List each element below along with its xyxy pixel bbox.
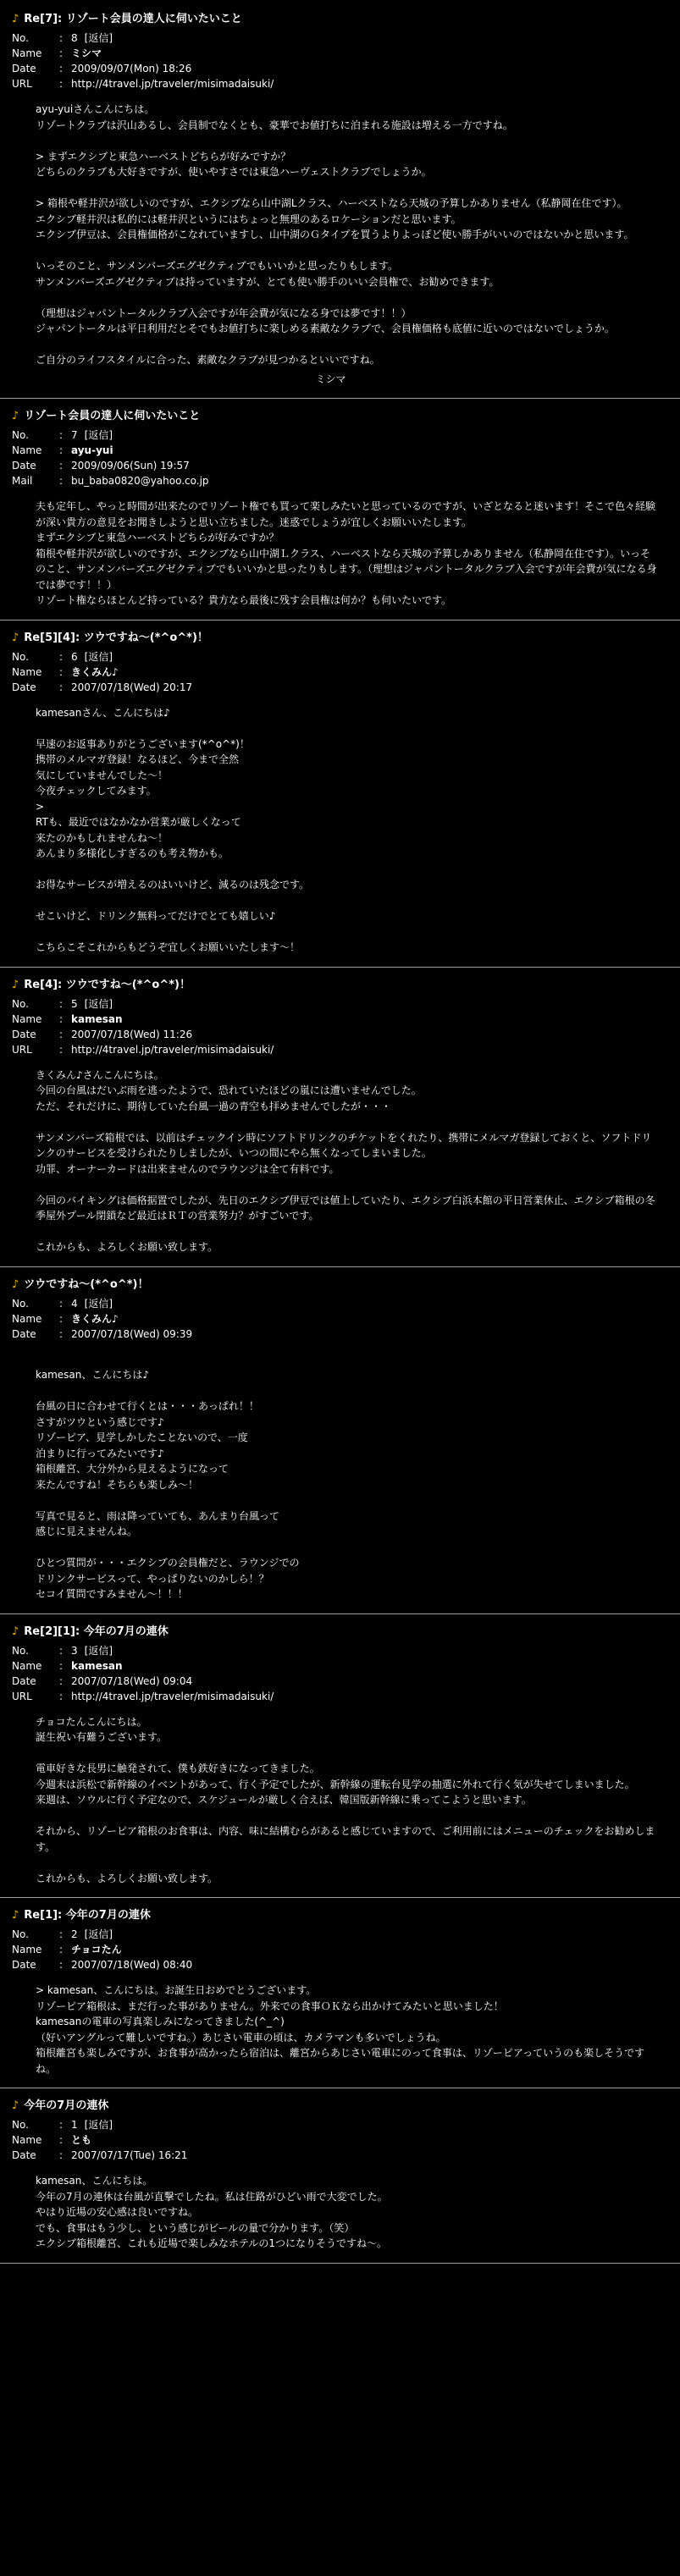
meta-label: Date	[12, 1959, 36, 1971]
post-body-line: kamesan、こんにちは♪	[36, 1369, 150, 1381]
post-body-line	[36, 1383, 660, 1399]
post-body-line: お得なサービスが増えるのはいいけど、減るのは残念です。	[36, 879, 310, 891]
post-date: 2007/07/18(Wed) 08:40	[71, 1959, 193, 1971]
post-url-row	[12, 1689, 668, 1704]
post-title	[12, 10, 668, 29]
post-body-line: 箱根や軽井沢が欲しいのですが、エクシブなら山中湖Ｌクラス、ハーベストなら天城の予算しかありません（私静岡在住です）。いっそのこと、サンメンバーズエグゼクティブでもいいかと思ったりもします。（理想はジャパントータルクラブ入会ですが年会費が気になる身では夢です！！）	[36, 547, 657, 591]
reply-link[interactable]: [返信]	[84, 997, 113, 1010]
post-date-row	[12, 2148, 668, 2163]
meta-colon: :	[59, 1690, 64, 1702]
bbs-post	[12, 1906, 668, 2088]
post-body-line: 今回の台風はだいぶ雨を逃ったようで、恐れていたほどの嵐には遭いませんでした。	[36, 1084, 422, 1096]
bbs-post	[12, 10, 668, 399]
post-author: きくみん♪	[71, 1312, 119, 1325]
meta-label: URL	[12, 78, 32, 90]
post-body-line: 写真で見ると、雨は降っていても、あんまり台風って	[36, 1509, 280, 1522]
post-body-line: リゾートクラブは沢山あるし、会員制でなくとも、豪華でお値打ちに泊まれる施設は増える一方ですね。	[36, 119, 513, 131]
meta-colon: :	[59, 997, 64, 1010]
post-body-line: 気にしていませんでした〜！	[36, 769, 169, 781]
post-title	[12, 2097, 668, 2115]
post-number-row	[12, 996, 668, 1012]
post-date-row	[12, 1957, 668, 1972]
meta-label: Date	[12, 1327, 36, 1340]
post-signature: ミシマ	[315, 372, 346, 385]
post-number: 8	[71, 32, 78, 44]
post-author-row	[12, 665, 668, 680]
reply-link[interactable]: [返信]	[84, 1644, 113, 1657]
music-note-icon: ♪	[12, 2099, 19, 2112]
post-number-row	[12, 1927, 668, 1942]
post-author-row	[12, 1012, 668, 1027]
post-date: 2009/09/07(Mon) 18:26	[71, 63, 192, 74]
bbs-post	[12, 976, 668, 1267]
post-body-line: 今夜チェックしてみます。	[36, 785, 157, 797]
post-body-line: エクシブ伊豆は、会員権価格がこなれていますし、山中湖のＧタイプを買うよりよっぽど使い勝手がいいのではないかと思います。	[36, 229, 634, 240]
post-body-line	[36, 924, 660, 940]
meta-label: No.	[12, 1644, 29, 1657]
post-body-line	[36, 180, 660, 196]
post-body-line	[36, 862, 660, 878]
meta-label: No.	[12, 429, 29, 441]
post-body	[12, 2163, 668, 2252]
post-body-line: でも、食事はもう少し、という感じがビールの量で分かります。（笑）	[36, 2221, 355, 2234]
meta-colon: :	[59, 2134, 64, 2146]
post-body-line: エクシブ箱根離宮、これも近場で楽しみなホテルの1つになりそうですね〜。	[36, 2237, 388, 2249]
bbs-post	[12, 2097, 668, 2264]
post-body-line: > 箱根や軽井沢が欲しいのですが、エクシブなら山中湖Lクラス、ハーベストなら天城の予算しかありません（私静岡在住です）。	[36, 197, 627, 209]
post-body-line	[36, 1177, 660, 1193]
post-number: 6	[71, 650, 78, 663]
meta-label: No.	[12, 1297, 29, 1310]
post-body-line: 来週は、ソウルに行く予定なので、スケジュールが厳しく合えば、韓国版新幹線に乗ってこようと思います。	[36, 1794, 532, 1806]
post-title-text: Re[7]: リゾート会員の達人に伺いたいこと	[24, 13, 242, 25]
post-body	[12, 1057, 668, 1255]
post-body-line: ジャパントータルは平日利用だとそでもお値打ちに楽しめる素敵なクラブで、会員権価格も底値に近いのではないでしょうか。	[36, 323, 615, 334]
post-url-link[interactable]: http://4travel.jp/traveler/misimadaisuki/	[71, 1043, 274, 1056]
post-title	[12, 1906, 668, 1925]
post-body-line: チョコたんこんにちは。	[36, 1715, 147, 1728]
post-number-row	[12, 427, 668, 443]
post-body-line: ご自分のライフスタイルに合った、素敵なクラブが見つかるといいですね。	[36, 354, 380, 366]
post-body-line	[36, 133, 660, 149]
post-body-line: 今回のバイキングは価格据置でしたが、先日のエクシブ伊豆では値上していたり、エクシブ白浜本館の平日営業休止、エクシブ箱根の冬季屋外プール閉鎖など最近はＲＴの営業努力？がすごいです。	[36, 1194, 655, 1222]
post-date: 2007/07/18(Wed) 20:17	[71, 681, 193, 693]
meta-label: Name	[12, 2134, 42, 2146]
post-body-line	[36, 337, 660, 353]
meta-colon: :	[59, 1944, 64, 1955]
post-body	[12, 1342, 668, 1602]
post-title-text: 今年の7月の連休	[24, 2099, 109, 2112]
post-author: とも	[71, 2134, 92, 2146]
meta-label: Date	[12, 63, 36, 74]
post-date-row	[12, 61, 668, 76]
meta-label: Date	[12, 2149, 36, 2161]
post-body-line: いっそのこと、サンメンバーズエグゼクティブでもいいかと思ったりもします。	[36, 260, 399, 272]
post-body-line	[36, 1746, 660, 1762]
post-body-line: サンメンバーズ箱根では、以前はチェックイン時にソフトドリンクのチケットをくれたり、携帯にメルマガ登録しておくと、ソフトドリンクのサービスを受けられたりしましたが、いつの間にやら無くなってしまいました。	[36, 1131, 652, 1159]
post-body-line	[36, 1808, 660, 1824]
post-body-line: kamesan、こんにちは。	[36, 2175, 153, 2187]
post-date: 2007/07/18(Wed) 11:26	[71, 1028, 193, 1040]
meta-colon: :	[59, 1644, 64, 1657]
meta-label: Date	[12, 1674, 36, 1687]
post-body-line: 誕生祝い有難うございます。	[36, 1731, 168, 1743]
post-date-row	[12, 1327, 668, 1342]
meta-colon: :	[59, 78, 64, 90]
post-body-line	[36, 720, 660, 736]
meta-colon: :	[59, 1327, 64, 1340]
post-body-line	[36, 290, 660, 306]
post-number-row	[12, 2117, 668, 2132]
post-body-line: どちらのクラブも大好きですが、使いやすさでは東急ハーヴェストクラブでしょうか。	[36, 166, 432, 178]
post-body-line: やはり近場の安心感は良いですね。	[36, 2206, 199, 2218]
meta-label: URL	[12, 1043, 32, 1056]
post-title-text: Re[2][1]: 今年の7月の連休	[24, 1624, 169, 1638]
meta-label: No.	[12, 650, 29, 663]
post-body-line: ひとつ質問が・・・エクシブの会員権だと、ラウンジでの	[36, 1557, 300, 1569]
meta-colon: :	[59, 1297, 64, 1310]
meta-colon: :	[59, 1028, 64, 1040]
post-title	[12, 629, 668, 648]
post-number-row	[12, 30, 668, 46]
music-note-icon: ♪	[12, 1624, 19, 1638]
post-body-line: 台風の日に合わせて行くとは・・・あっぱれ！！	[36, 1400, 259, 1412]
post-body-line: ドリンクサービスって、やっぱりないのかしら！？	[36, 1572, 269, 1585]
post-author-row	[12, 1658, 668, 1674]
music-note-icon: ♪	[12, 631, 19, 644]
post-date-row	[12, 458, 668, 473]
meta-label: URL	[12, 1690, 32, 1702]
post-body-line: 来たのかもしれませんね〜！	[36, 831, 169, 844]
post-body-line: きくみん♪さんこんにちは。	[36, 1068, 164, 1081]
post-body-line: セコイ質問ですみません〜！！！	[36, 1588, 188, 1600]
post-date: 2007/07/18(Wed) 09:04	[71, 1674, 193, 1687]
post-mail-link[interactable]: bu_baba0820@yahoo.co.jp	[71, 475, 209, 487]
post-body-line	[36, 1224, 660, 1240]
meta-label: Mail	[12, 475, 33, 487]
meta-colon: :	[59, 444, 64, 456]
post-body-line	[36, 1855, 660, 1871]
post-body-line	[36, 893, 660, 909]
post-body-line: kamesanさん、こんにちは♪	[36, 706, 170, 719]
post-author: kamesan	[71, 1012, 123, 1025]
reply-link[interactable]: [返信]	[84, 2119, 113, 2131]
reply-link[interactable]: [返信]	[84, 1297, 113, 1310]
post-body	[12, 488, 668, 609]
post-title	[12, 407, 668, 426]
reply-link[interactable]: [返信]	[84, 650, 113, 663]
post-number: 5	[71, 997, 78, 1010]
post-date-row	[12, 1027, 668, 1042]
bbs-post	[12, 407, 668, 621]
meta-label: No.	[12, 32, 29, 44]
meta-colon: :	[59, 1012, 64, 1025]
post-url-link[interactable]: http://4travel.jp/traveler/misimadaisuki/	[71, 78, 274, 90]
post-author-row	[12, 2132, 668, 2148]
meta-label: Name	[12, 47, 42, 59]
post-number: 2	[71, 1928, 78, 1940]
post-author: ミシマ	[71, 47, 102, 59]
post-body-line	[36, 243, 660, 259]
post-body-line	[36, 1492, 660, 1509]
post-body-line: ayu-yuiさんこんにちは。	[36, 103, 155, 115]
meta-colon: :	[59, 460, 64, 472]
post-url-row	[12, 1042, 668, 1057]
post-number: 1	[71, 2119, 78, 2131]
music-note-icon: ♪	[12, 13, 19, 25]
bbs-post	[12, 1276, 668, 1614]
post-body-line: まずエクシブと東急ハーベストどちらが好みですか？	[36, 532, 279, 543]
post-body-line: 箱根離宮、大分外から見えるようになって	[36, 1463, 229, 1475]
post-body-line: それから、リゾーピア箱根のお食事は、内容、味に結構むらがあると感じていますので、ご利用前にはメニューのチェックをお勧めします。	[36, 1825, 655, 1853]
post-body-line: 今年の7月の連休は台風が直撃でしたね。私は住路がひどい雨で大変でした。	[36, 2190, 388, 2203]
bbs-post	[12, 629, 668, 968]
post-body-line: リゾート権ならほとんど持っている？貴方なら最後に残す会員権は何か？も伺いたいです。	[36, 594, 452, 606]
music-note-icon: ♪	[12, 978, 19, 991]
meta-label: Name	[12, 444, 42, 456]
post-number: 3	[71, 1644, 78, 1657]
reply-link[interactable]: [返信]	[84, 32, 113, 44]
post-body-line: kamesanの電車の写真楽しみになってきました(^_^)	[36, 2016, 285, 2027]
bbs-post	[12, 1623, 668, 1899]
post-title-text: Re[1]: 今年の7月の連休	[24, 1909, 151, 1922]
post-title-text: Re[4]: ツウですね〜(*^o^*)！	[24, 978, 191, 991]
post-body	[12, 91, 668, 387]
meta-label: Name	[12, 665, 42, 678]
post-body-line: サンメンバーズエグゼクティブは持っていますが、とても使い勝手のいい会員権で、お勧めできます。	[36, 275, 500, 288]
post-author-row	[12, 443, 668, 458]
meta-colon: :	[59, 1659, 64, 1672]
reply-link[interactable]: [返信]	[84, 1928, 113, 1940]
meta-label: Date	[12, 1028, 36, 1040]
meta-colon: :	[59, 1928, 64, 1940]
meta-colon: :	[59, 650, 64, 663]
post-author-row	[12, 1942, 668, 1957]
meta-colon: :	[59, 1312, 64, 1325]
music-note-icon: ♪	[12, 1277, 19, 1291]
meta-colon: :	[59, 32, 64, 44]
post-body-line: これからも、よろしくお願い致します。	[36, 1872, 218, 1884]
post-body-line: こちらこそこれからもどうぞ宜しくお願いいたします〜！	[36, 941, 301, 953]
post-url-link[interactable]: http://4travel.jp/traveler/misimadaisuki/	[71, 1690, 274, 1702]
post-body-line: あんまり多様化しすぎるのも考え物かも。	[36, 847, 229, 859]
post-body-line: 夫も定年し、やっと時間が出来たのでリゾート権でも買って楽しみたいと思っているのですが、いざとなると迷います！そこで色々経験が深い貴方の意見をお聞きしようと思い立ちました。迷惑でしょうが宜しくお願いいたします。	[36, 500, 656, 528]
post-body-line: エクシブ軽井沢は私的には軽井沢というにはちょっと無理のあるロケーションだと思います。	[36, 212, 462, 225]
meta-colon: :	[59, 429, 64, 441]
post-body	[12, 695, 668, 956]
post-date-row	[12, 680, 668, 695]
post-author: きくみん♪	[71, 665, 119, 678]
post-date: 2009/09/06(Sun) 19:57	[71, 460, 190, 472]
post-title-text: Re[5][4]: ツウですね〜(*^o^*)！	[24, 631, 208, 644]
post-body-line: RTも、最近ではなかなか営業が厳しくなって	[36, 816, 241, 828]
meta-colon: :	[59, 2149, 64, 2161]
post-author-row	[12, 1311, 668, 1327]
meta-label: Name	[12, 1944, 42, 1955]
post-body-line: さすがツウという感じです♪	[36, 1415, 164, 1428]
meta-label: Name	[12, 1012, 42, 1025]
post-body-line: 電車好きな長男に触発されて、僕も鉄好きになってきました。	[36, 1762, 320, 1774]
post-title	[12, 1276, 668, 1294]
post-url-row	[12, 76, 668, 91]
post-body-line	[36, 1352, 660, 1368]
post-body	[12, 1972, 668, 2077]
post-body-line	[36, 1114, 660, 1130]
meta-colon: :	[59, 1959, 64, 1971]
meta-colon: :	[59, 63, 64, 74]
post-body-line: 携帯のメルマガ登録！なるほど、今まで全然	[36, 753, 240, 765]
post-title	[12, 976, 668, 995]
reply-link[interactable]: [返信]	[84, 429, 113, 441]
post-body-line	[36, 1540, 660, 1556]
post-number-row	[12, 649, 668, 665]
post-body-line: これからも、よろしくお願い致します。	[36, 1241, 218, 1253]
post-body	[12, 1704, 668, 1887]
post-body-line: > kamesan、こんにちは。お誕生日おめでとうございます。	[36, 1984, 317, 1996]
meta-label: No.	[12, 2119, 29, 2131]
meta-label: Date	[12, 460, 36, 472]
post-body-line: （理想はジャパントータルクラブ入会ですが年会費が気になる身では夢です！！）	[36, 306, 412, 319]
post-date: 2007/07/18(Wed) 09:39	[71, 1327, 193, 1340]
meta-colon: :	[59, 475, 64, 487]
post-body-line: リゾーピア箱根は、まだ行った事がありません。外来での食事ＯＫなら出かけてみたいと思いました！	[36, 2000, 504, 2012]
post-author: ayu-yui	[71, 444, 113, 456]
post-body-line: 泊まりに行ってみたいです♪	[36, 1447, 164, 1459]
meta-label: No.	[12, 997, 29, 1010]
meta-colon: :	[59, 2119, 64, 2131]
post-number-row	[12, 1643, 668, 1658]
post-number: 7	[71, 429, 78, 441]
post-date: 2007/07/17(Tue) 16:21	[71, 2149, 188, 2161]
post-number: 4	[71, 1297, 78, 1310]
meta-label: No.	[12, 1928, 29, 1940]
meta-colon: :	[59, 665, 64, 678]
post-body-line: せこいけど、ドリンク無料ってだけでとても嬉しい♪	[36, 910, 276, 922]
meta-colon: :	[59, 1674, 64, 1687]
post-mail-row	[12, 473, 668, 488]
post-author: チョコたん	[71, 1944, 122, 1955]
post-body-line: （好いアングルって難しいですね。）あじさい電車の頃は、カメラマンも多いでしょうね。	[36, 2031, 446, 2044]
post-body-line: > まずエクシブと東急ハーベストどちらが好みですか？	[36, 150, 291, 163]
post-body-line: リゾーピア、見学しかしたことないので、一度	[36, 1431, 248, 1443]
post-body-line: 感じに見えませんね。	[36, 1525, 138, 1537]
meta-label: Date	[12, 681, 36, 693]
post-body-line: 箱根離宮も楽しみですが、お食事が高かったら宿泊は、離宮からあじさい電車にのって食事は、リゾーピアっていうのも楽しそうですね。	[36, 2047, 645, 2075]
post-body-line: 早速のお返事ありがとうございます(*^o^*)！	[36, 737, 250, 750]
meta-colon: :	[59, 47, 64, 59]
post-date-row	[12, 1674, 668, 1689]
meta-label: Name	[12, 1659, 42, 1672]
post-body-line: 今週末は浜松で新幹線のイベントがあって、行く予定でしたが、新幹線の運転台見学の抽選に外れて行く気が失せてしまいました。	[36, 1778, 635, 1790]
post-author: kamesan	[71, 1659, 123, 1672]
meta-label: Name	[12, 1312, 42, 1325]
post-title-text: リゾート会員の達人に伺いたいこと	[24, 410, 201, 422]
post-body-line: 来たんですね！そちらも楽しみ〜！	[36, 1478, 199, 1491]
music-note-icon: ♪	[12, 1909, 19, 1922]
post-body-line: ただ、それだけに、期待していた台風一過の青空も拝めませんでしたが・・・	[36, 1100, 392, 1112]
music-note-icon: ♪	[12, 410, 19, 422]
meta-colon: :	[59, 681, 64, 693]
post-body-line: 功罪、オーナーカードは出来ませんのでラウンジは全て有料です。	[36, 1162, 340, 1175]
meta-colon: :	[59, 1043, 64, 1056]
post-title-text: ツウですね〜(*^o^*)！	[24, 1277, 149, 1291]
post-title	[12, 1623, 668, 1641]
post-number-row	[12, 1296, 668, 1311]
post-author-row	[12, 46, 668, 61]
post-body-line: >	[36, 800, 45, 813]
